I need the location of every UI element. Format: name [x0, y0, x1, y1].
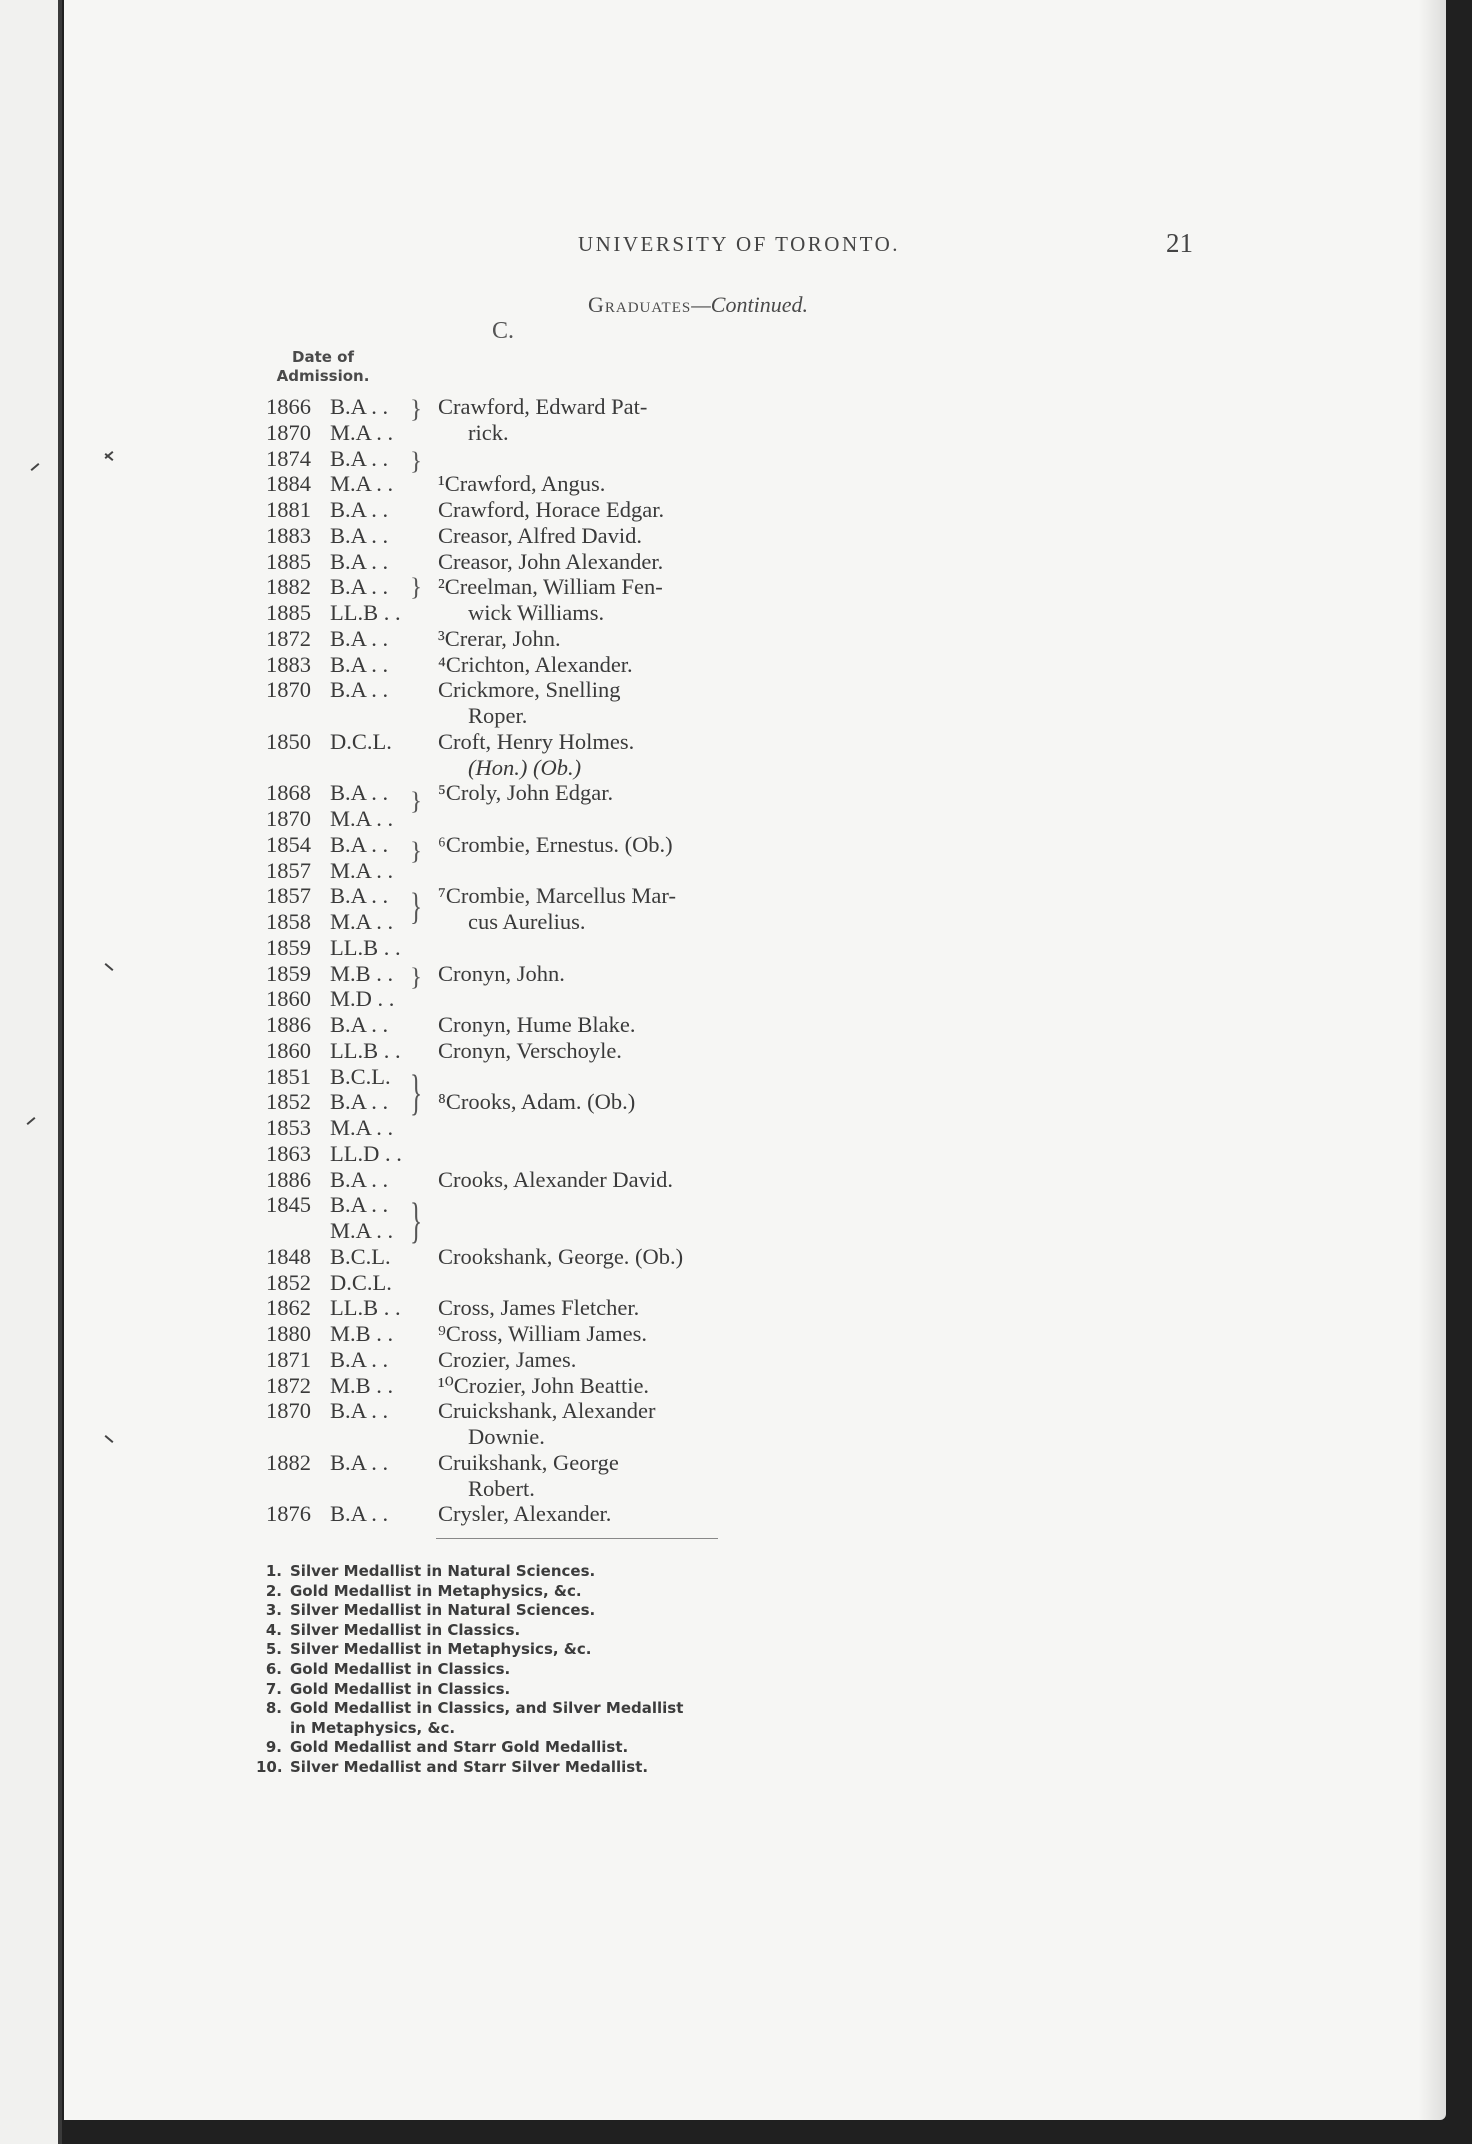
- degree: B.C.L.: [330, 1064, 391, 1089]
- footnote-number: 10.: [256, 1758, 283, 1776]
- degree: B.A . .: [330, 446, 389, 471]
- graduate-name: Cronyn, Hume Blake.: [438, 1012, 636, 1037]
- graduate-name: Crawford, Edward Pat-: [438, 394, 648, 419]
- group-brace: }: [410, 1064, 423, 1120]
- footnote-number: 7.: [265, 1680, 282, 1698]
- graduate-name: ⁷Crombie, Marcellus Mar-: [438, 883, 676, 908]
- degree: M.A . .: [330, 1218, 394, 1243]
- footnote-text: Gold Medallist in Classics.: [290, 1680, 511, 1698]
- group-brace: }: [410, 1192, 423, 1248]
- page-gutter: [58, 0, 62, 2144]
- degree: B.A . .: [330, 883, 389, 908]
- footnote: [256, 1719, 455, 1738]
- footnote-number: 4.: [265, 1621, 282, 1639]
- degree: D.C.L.: [330, 1270, 392, 1295]
- footnote-text: Gold Medallist in Metaphysics, &c.: [290, 1582, 582, 1600]
- admission-year: 1852: [266, 1089, 311, 1114]
- admission-year: 1872: [266, 1373, 311, 1398]
- graduate-name: Creasor, John Alexander.: [438, 549, 664, 574]
- admission-year: 1848: [266, 1244, 311, 1269]
- admission-year: 1852: [266, 1270, 311, 1295]
- admission-year: 1857: [266, 858, 311, 883]
- admission-year: 1884: [266, 471, 311, 496]
- section-title: [588, 292, 808, 318]
- degree: B.A . .: [330, 832, 389, 857]
- degree: B.A . .: [330, 549, 389, 574]
- footnote-number: 9.: [265, 1738, 282, 1756]
- degree: M.A . .: [330, 858, 394, 883]
- graduate-name: ³Crerar, John.: [438, 626, 561, 651]
- footnote-text: Silver Medallist in Natural Sciences.: [290, 1601, 596, 1619]
- running-head: UNIVERSITY OF TORONTO.: [578, 232, 900, 256]
- admission-year: 1882: [266, 574, 311, 599]
- footnote: [256, 1640, 591, 1659]
- admission-year: 1863: [266, 1141, 311, 1166]
- footnote: [256, 1660, 510, 1679]
- admission-year: 1859: [266, 961, 311, 986]
- column-header-line: Date of: [292, 348, 354, 366]
- graduate-name-continued: Downie.: [468, 1424, 545, 1449]
- degree: B.A . .: [330, 1012, 389, 1037]
- admission-year: 1870: [266, 677, 311, 702]
- footnote: [256, 1621, 520, 1640]
- section-title-text: Graduates: [588, 292, 692, 317]
- footnote-text: Gold Medallist and Starr Gold Medallist.: [290, 1738, 629, 1756]
- degree: B.A . .: [330, 1089, 389, 1114]
- degree: B.A . .: [330, 1450, 389, 1475]
- footnote-number: 6.: [265, 1660, 282, 1678]
- graduate-name: ⁴Crichton, Alexander.: [438, 652, 633, 677]
- degree: B.A . .: [330, 652, 389, 677]
- column-header: [268, 348, 378, 386]
- stray-mark: [27, 1117, 36, 1125]
- footnote-number: 3.: [265, 1601, 282, 1619]
- footnote-text: in Metaphysics, &c.: [290, 1719, 456, 1737]
- admission-year: 1853: [266, 1115, 311, 1140]
- admission-year: 1850: [266, 729, 311, 754]
- footnote-text: Gold Medallist in Classics.: [290, 1660, 511, 1678]
- graduate-name: Crawford, Horace Edgar.: [438, 497, 665, 522]
- degree: LL.B . .: [330, 935, 401, 960]
- degree: B.A . .: [330, 497, 389, 522]
- admission-year: 1880: [266, 1321, 311, 1346]
- admission-year: 1868: [266, 780, 311, 805]
- group-brace: }: [410, 572, 423, 601]
- degree: M.A . .: [330, 471, 394, 496]
- graduate-name: Cronyn, Verschoyle.: [438, 1038, 622, 1063]
- graduate-name: Cruikshank, George: [438, 1450, 619, 1475]
- graduate-name: ¹Crawford, Angus.: [438, 471, 606, 496]
- footnote-number: 8.: [265, 1699, 282, 1717]
- graduate-name: Crozier, James.: [438, 1347, 577, 1372]
- admission-year: 1885: [266, 600, 311, 625]
- footnote-text: Silver Medallist in Metaphysics, &c.: [290, 1640, 592, 1658]
- page-shadow: [1418, 0, 1446, 2120]
- graduate-name: Crickmore, Snelling: [438, 677, 621, 702]
- degree: B.A . .: [330, 574, 389, 599]
- admission-year: 1874: [266, 446, 311, 471]
- graduate-name: ⁸Crooks, Adam. (Ob.): [438, 1089, 636, 1114]
- group-brace: }: [410, 394, 423, 423]
- graduate-name: Crookshank, George. (Ob.): [438, 1244, 684, 1269]
- footnote-number: 1.: [265, 1562, 282, 1580]
- footnote: [256, 1601, 595, 1620]
- stray-mark: [105, 1435, 114, 1443]
- degree: B.A . .: [330, 1192, 389, 1217]
- graduate-name-continued: cus Aurelius.: [468, 909, 586, 934]
- graduate-name: Crysler, Alexander.: [438, 1501, 612, 1526]
- degree: M.B . .: [330, 1373, 394, 1398]
- admission-year: 1883: [266, 523, 311, 548]
- group-brace: }: [410, 885, 423, 928]
- admission-year: 1845: [266, 1192, 311, 1217]
- degree: M.D . .: [330, 986, 395, 1011]
- footnote: [256, 1562, 595, 1581]
- admission-year: 1857: [266, 883, 311, 908]
- degree: LL.B . .: [330, 1295, 401, 1320]
- admission-year: 1862: [266, 1295, 311, 1320]
- footnote-number: 2.: [265, 1582, 282, 1600]
- degree: M.B . .: [330, 961, 394, 986]
- column-header-line: Admission.: [276, 367, 370, 385]
- degree: LL.D . .: [330, 1141, 402, 1166]
- graduate-name: ⁵Croly, John Edgar.: [438, 780, 614, 805]
- group-brace: }: [410, 836, 423, 865]
- degree: B.A . .: [330, 626, 389, 651]
- graduate-name: Cruickshank, Alexander: [438, 1398, 656, 1423]
- footnote: [256, 1680, 510, 1699]
- degree: B.A . .: [330, 523, 389, 548]
- graduate-name-continued: Robert.: [468, 1476, 535, 1501]
- footnote: [256, 1738, 628, 1757]
- degree: LL.B . .: [330, 600, 401, 625]
- degree: B.A . .: [330, 394, 389, 419]
- footnote: [256, 1758, 648, 1777]
- degree: B.C.L.: [330, 1244, 391, 1269]
- admission-year: 1882: [266, 1450, 311, 1475]
- admission-year: 1885: [266, 549, 311, 574]
- graduate-name-continued: (Hon.) (Ob.): [468, 755, 582, 780]
- degree: M.A . .: [330, 909, 394, 934]
- graduate-name-continued: Roper.: [468, 703, 528, 728]
- degree: B.A . .: [330, 1167, 389, 1192]
- letter-heading: C.: [492, 318, 515, 344]
- group-brace: }: [410, 446, 423, 475]
- degree: LL.B . .: [330, 1038, 401, 1063]
- section-continued: —Continued.: [691, 292, 808, 317]
- page-number: 21: [1166, 228, 1193, 258]
- degree: B.A . .: [330, 780, 389, 805]
- admission-year: 1854: [266, 832, 311, 857]
- admission-year: 1872: [266, 626, 311, 651]
- admission-year: 1870: [266, 420, 311, 445]
- degree: B.A . .: [330, 1501, 389, 1526]
- admission-year: 1866: [266, 394, 311, 419]
- degree: B.A . .: [330, 1398, 389, 1423]
- degree: M.A . .: [330, 806, 394, 831]
- graduate-name: ⁶Crombie, Ernestus. (Ob.): [438, 832, 673, 857]
- admission-year: 1881: [266, 497, 311, 522]
- graduate-name: Cross, James Fletcher.: [438, 1295, 640, 1320]
- footnote-text: Silver Medallist and Starr Silver Medallist.: [290, 1758, 649, 1776]
- footnote-rule: [436, 1538, 718, 1539]
- graduate-name: Cronyn, John.: [438, 961, 565, 986]
- admission-year: 1870: [266, 806, 311, 831]
- graduate-name: Creasor, Alfred David.: [438, 523, 643, 548]
- degree: B.A . .: [330, 677, 389, 702]
- admission-year: 1859: [266, 935, 311, 960]
- graduate-name: ⁹Cross, William James.: [438, 1321, 648, 1346]
- stray-mark: [31, 463, 40, 471]
- admission-year: 1876: [266, 1501, 311, 1526]
- footnote: [256, 1582, 582, 1601]
- degree: B.A . .: [330, 1347, 389, 1372]
- admission-year: 1883: [266, 652, 311, 677]
- footnote-number: 5.: [265, 1640, 282, 1658]
- admission-year: 1886: [266, 1167, 311, 1192]
- previous-page-edge: [0, 0, 62, 2144]
- graduate-name-continued: wick Williams.: [468, 600, 605, 625]
- degree: M.A . .: [330, 420, 394, 445]
- graduate-name: ¹⁰Crozier, John Beattie.: [438, 1373, 650, 1398]
- admission-year: 1851: [266, 1064, 311, 1089]
- admission-year: 1886: [266, 1012, 311, 1037]
- degree: M.A . .: [330, 1115, 394, 1140]
- footnote-text: Silver Medallist in Natural Sciences.: [290, 1562, 596, 1580]
- graduate-name-continued: rick.: [468, 420, 509, 445]
- admission-year: 1871: [266, 1347, 311, 1372]
- admission-year: 1858: [266, 909, 311, 934]
- graduate-name: Crooks, Alexander David.: [438, 1167, 673, 1192]
- degree: D.C.L.: [330, 729, 392, 754]
- footnote-text: Silver Medallist in Classics.: [290, 1621, 521, 1639]
- degree: M.B . .: [330, 1321, 394, 1346]
- graduate-name: ²Creelman, William Fen-: [438, 574, 663, 599]
- admission-year: 1870: [266, 1398, 311, 1423]
- graduate-name: Croft, Henry Holmes.: [438, 729, 635, 754]
- stray-mark: [105, 963, 114, 971]
- footnote-text: Gold Medallist in Classics, and Silver Medallist: [290, 1699, 684, 1717]
- group-brace: }: [410, 786, 423, 815]
- footnote: [256, 1699, 683, 1718]
- group-brace: }: [410, 962, 423, 991]
- admission-year: 1860: [266, 986, 311, 1011]
- admission-year: 1860: [266, 1038, 311, 1063]
